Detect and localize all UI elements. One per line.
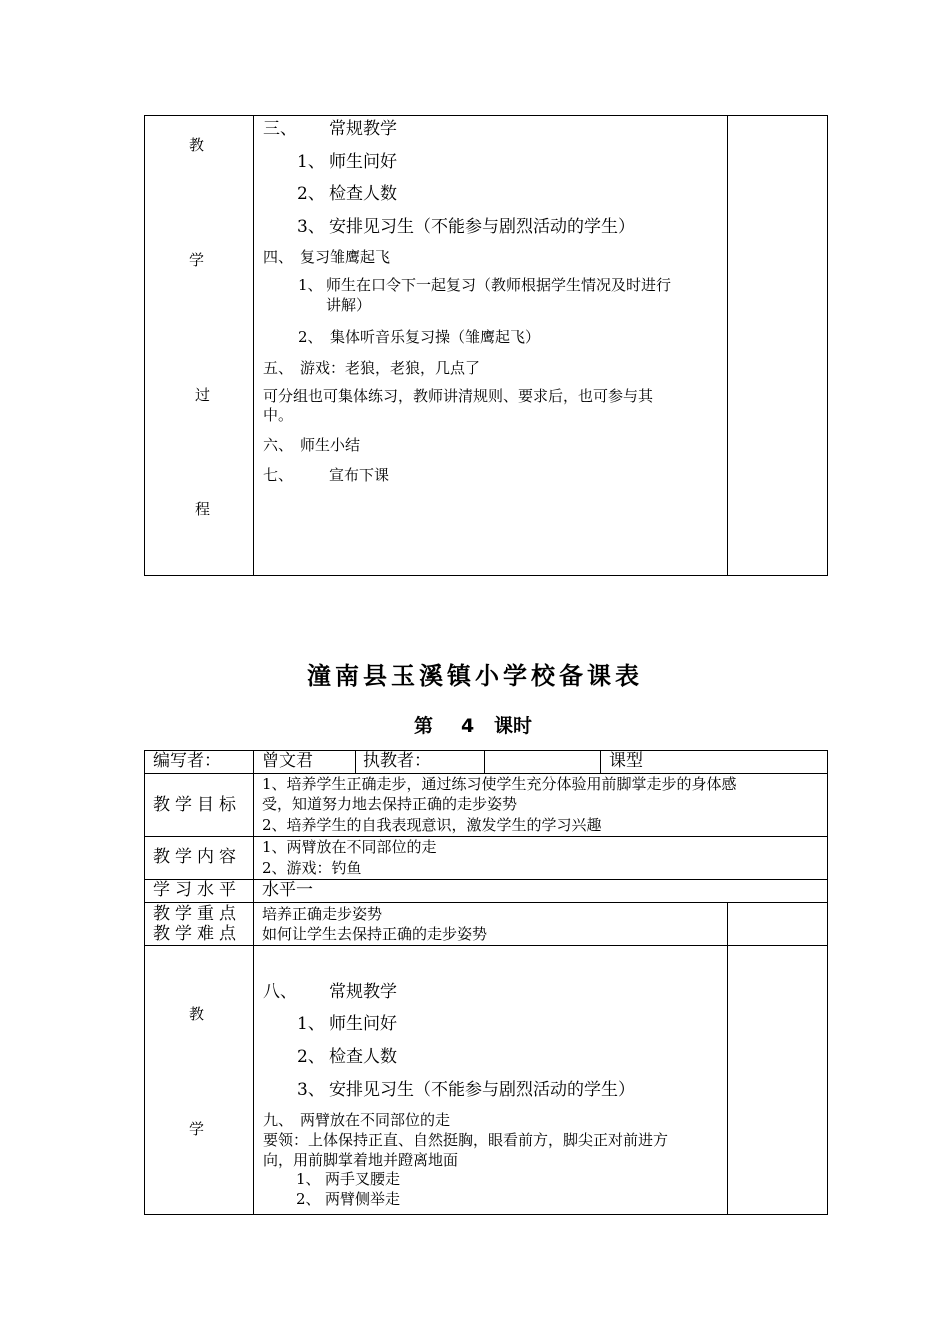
table-border — [727, 115, 728, 576]
section-heading: 复习雏鹰起飞 — [300, 248, 391, 266]
level-label: 学习水平 — [153, 880, 241, 900]
item-text: 检查人数 — [329, 1047, 397, 1067]
item-number: 2、 — [296, 1190, 321, 1208]
process-side-label: 过 — [195, 386, 211, 404]
table-border — [144, 115, 145, 576]
item-text: 集体听音乐复习操（雏鹰起飞） — [330, 328, 541, 346]
table-border — [355, 750, 356, 774]
section-heading: 常规教学 — [329, 982, 397, 1002]
key-point-value: 培养正确走步姿势 — [262, 905, 383, 923]
lesson-prefix: 第 — [414, 715, 434, 737]
item-number: 1、 — [296, 1170, 321, 1188]
table-border — [827, 750, 828, 1215]
item-text: 师生问好 — [329, 152, 397, 172]
table-border — [144, 836, 828, 837]
objectives-line: 2、培养学生的自我表现意识，激发学生的学习兴趣 — [262, 816, 602, 834]
table-border — [144, 773, 828, 774]
document-title: 潼南县玉溪镇小学校备课表 — [307, 662, 643, 690]
process-side-label: 教 — [189, 1005, 205, 1023]
table-border — [144, 575, 828, 576]
section-number: 五、 — [263, 359, 294, 377]
author-value: 曾文君 — [262, 751, 313, 771]
table-border — [727, 902, 728, 1215]
table-border — [144, 1214, 828, 1215]
item-number: 1、 — [297, 1014, 325, 1034]
table-border — [144, 115, 828, 116]
teacher-label: 执教者： — [363, 751, 431, 771]
difficulty-value: 如何让学生去保持正确的走步姿势 — [262, 925, 488, 943]
section-heading: 常规教学 — [329, 119, 397, 139]
table-border — [827, 115, 828, 576]
process-side-label: 教 — [189, 136, 205, 154]
item-text: 安排见习生（不能参与剧烈活动的学生） — [329, 217, 635, 237]
process-side-label: 学 — [189, 251, 205, 269]
paragraph-text: 可分组也可集体练习，教师讲清规则、要求后，也可参与其 — [263, 387, 654, 405]
objectives-label: 教学目标 — [153, 795, 241, 815]
difficulty-label: 教学难点 — [153, 924, 241, 944]
item-number: 3、 — [297, 1080, 325, 1100]
paragraph-text: 向，用前脚掌着地并蹬离地面 — [263, 1151, 459, 1169]
table-border — [144, 945, 828, 946]
table-border — [144, 750, 145, 1215]
content-line: 1、两臂放在不同部位的走 — [262, 838, 437, 856]
section-number: 八、 — [263, 982, 297, 1002]
section-heading: 两臂放在不同部位的走 — [300, 1111, 451, 1129]
item-text: 安排见习生（不能参与剧烈活动的学生） — [329, 1080, 635, 1100]
process-side-label: 程 — [195, 500, 211, 518]
section-number: 七、 — [263, 466, 294, 484]
objectives-line: 1、培养学生正确走步，通过练习使学生充分体验用前脚掌走步的身体感 — [262, 775, 737, 793]
item-number: 3、 — [297, 217, 325, 237]
item-text: 两手叉腰走 — [325, 1170, 401, 1188]
lesson-type-label: 课型 — [609, 751, 643, 771]
section-number: 三、 — [263, 119, 297, 139]
paragraph-text-continued: 中。 — [263, 406, 294, 424]
table-border — [144, 879, 828, 880]
section-heading: 师生小结 — [300, 436, 361, 454]
item-number: 1、 — [298, 276, 323, 294]
process-side-label: 学 — [189, 1120, 205, 1138]
item-text: 两臂侧举走 — [325, 1190, 401, 1208]
item-number: 2、 — [298, 328, 323, 346]
lesson-suffix: 课时 — [494, 715, 533, 737]
paragraph-text: 要领：上体保持正直、自然挺胸，眼看前方，脚尖正对前进方 — [263, 1131, 669, 1149]
table-border — [144, 902, 828, 903]
item-number: 2、 — [297, 184, 325, 204]
table-border — [253, 115, 254, 576]
table-border — [144, 750, 828, 751]
table-border — [253, 750, 254, 1215]
item-number: 1、 — [297, 152, 325, 172]
content-line: 2、游戏：钓鱼 — [262, 859, 362, 877]
item-number: 2、 — [297, 1047, 325, 1067]
section-number: 六、 — [263, 436, 294, 454]
item-text: 师生问好 — [329, 1014, 397, 1034]
section-number: 四、 — [263, 248, 294, 266]
content-label: 教学内容 — [153, 847, 241, 867]
section-number: 九、 — [263, 1111, 294, 1129]
author-label: 编写者： — [153, 751, 221, 771]
table-border — [484, 750, 485, 774]
table-border — [600, 750, 601, 774]
item-text: 检查人数 — [329, 184, 397, 204]
lesson-number: 4 — [461, 715, 475, 737]
item-text-continued: 讲解） — [326, 296, 372, 314]
item-text: 师生在口令下一起复习（教师根据学生情况及时进行 — [326, 276, 672, 294]
key-point-label: 教学重点 — [153, 904, 241, 924]
section-heading: 游戏：老狼，老狼，几点了 — [300, 359, 481, 377]
section-heading: 宣布下课 — [329, 466, 390, 484]
objectives-line: 受，知道努力地去保持正确的走步姿势 — [262, 795, 518, 813]
level-value: 水平一 — [262, 880, 313, 900]
